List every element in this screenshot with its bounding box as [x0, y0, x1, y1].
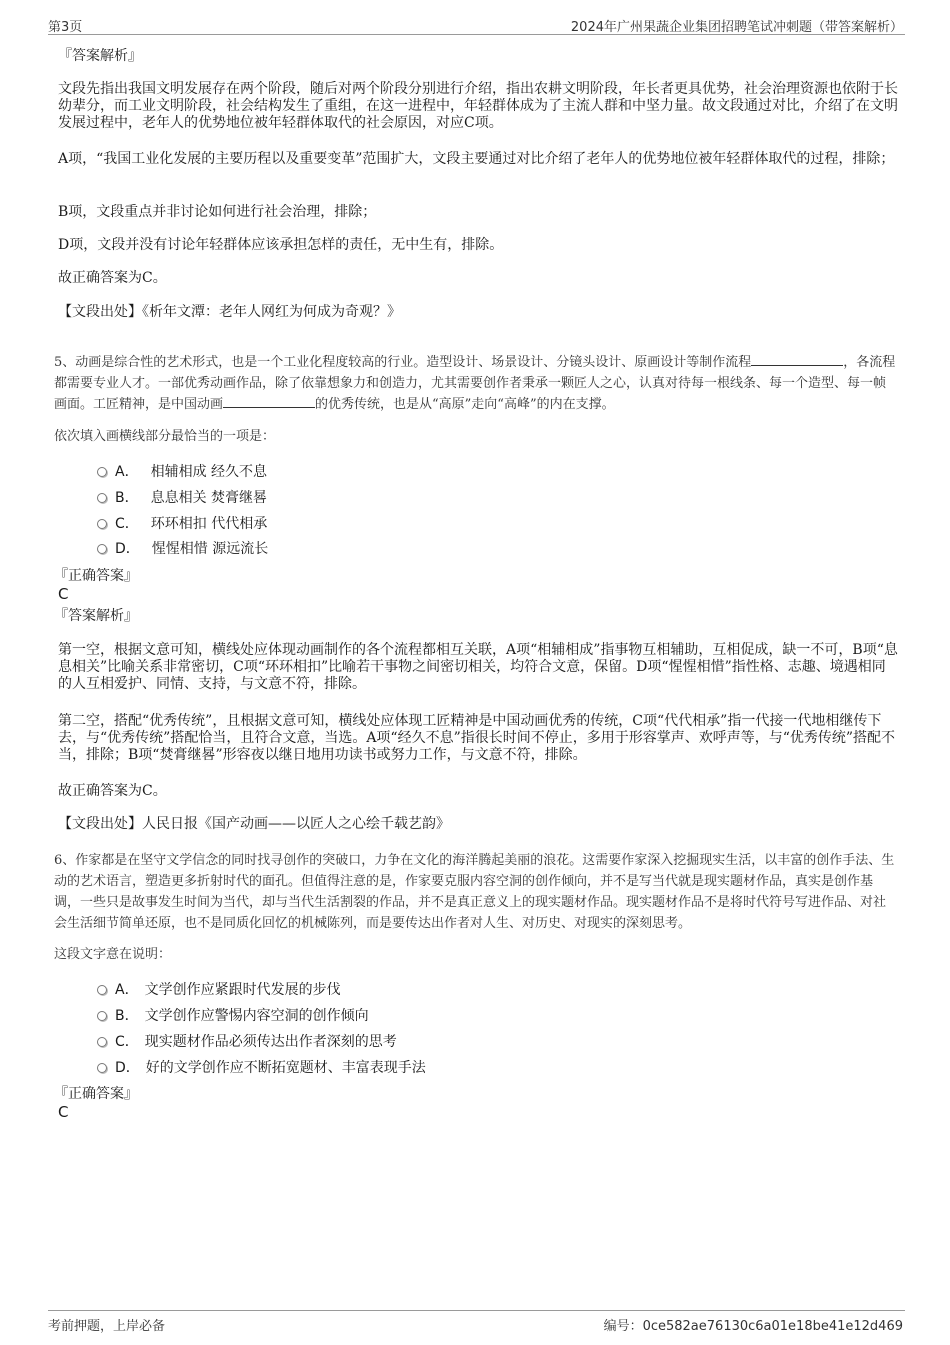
q6-option-d[interactable]: [97, 1059, 426, 1077]
q5-correct-title: 『正确答案』: [54, 568, 138, 584]
q6-option-a[interactable]: [97, 981, 341, 999]
radio-icon[interactable]: [97, 467, 107, 477]
q6-correct-answer: C: [58, 1103, 69, 1121]
page-footer: [48, 1310, 905, 1333]
option-text: 文学创作应紧跟时代发展的步伐: [144, 982, 341, 998]
option-text: 相辅相成 经久不息: [150, 464, 268, 480]
radio-icon[interactable]: [97, 1037, 107, 1047]
option-text: 文学创作应警惕内容空洞的创作倾向: [144, 1008, 369, 1024]
option-text: 惺惺相惜 源远流长: [151, 541, 269, 557]
option-label: C．: [115, 516, 139, 532]
q6-stem: 6、作家都是在坚守文学信念的同时找寻创作的突破口，力争在文化的海洋腾起美丽的浪花。这需要作家深入挖掘现实生活，以丰富的创作手法、生动的艺术语言，塑造更多折射时代的面孔。但值得注意的是，作家要克服内容空洞的创作倾向，并不是写当代就是现实题材作品，真实是创作基调，一些只是故事发生时间为当代，却与当代生活割裂的作品，并不是真正意义上的现实题材作品。现实题材作品不是将时代符号写进作品、对社会生活细节简单还原，也不是同质化回忆的机械陈列，而是要传达出作者对人生、对历史、对现实的深刻思考。: [54, 853, 895, 931]
q5-stem-part-2: ，各流程都需要专业人才。一部优秀动画作品，除了依靠想象力和创造力，尤其需要创作者秉承一颗匠人之心，认真对待每一根线条、每一个造型、每一帧画面。工匠精神，是中国动画: [54, 355, 896, 412]
option-text: 息息相关 焚膏继晷: [150, 490, 268, 506]
document-id-label: 编号：: [603, 1319, 643, 1334]
page-header: [48, 14, 905, 35]
option-label: B．: [115, 490, 139, 506]
q5-stem: [54, 352, 898, 415]
option-label: A．: [115, 982, 139, 998]
q6-option-c[interactable]: [97, 1033, 397, 1051]
q5-blank-2: [223, 395, 315, 408]
q5-option-c[interactable]: [97, 515, 267, 533]
radio-icon[interactable]: [97, 1011, 107, 1021]
q4-analysis-p2: A项，“我国工业化发展的主要历程以及重要变革”范围扩大，文段主要通过对比介绍了老年人的优势地位被年轻群体取代的过程，排除；: [58, 151, 895, 167]
q4-conclusion: 故正确答案为C。: [58, 270, 167, 286]
radio-icon[interactable]: [97, 1063, 107, 1073]
q5-blank-1: [751, 353, 843, 366]
document-id-value: 0ce582ae76130c6a01e18be41e12d469: [642, 1319, 903, 1334]
radio-icon[interactable]: [97, 544, 107, 554]
q5-analysis-p1: 第一空，根据文意可知，横线处应体现动画制作的各个流程都相互关联，A项“相辅相成”指事物互相辅助，互相促成，缺一不可，B项“息息相关”比喻关系非常密切，C项“环环相扣”比喻若干事物之间密切相关，均符合文意，保留。D项“惺惺相惜”指性格、志趣、境遇相同的人互相爱护、同情、支持，与文意不符，排除。: [58, 642, 898, 692]
option-text: 现实题材作品必须传达出作者深刻的思考: [144, 1034, 397, 1050]
q5-conclusion: 故正确答案为C。: [58, 783, 167, 799]
page-number: 第3页: [48, 20, 83, 35]
option-label: D．: [115, 541, 140, 557]
document-title: 2024年广州果蔬企业集团招聘笔试冲刺题（带答案解析）: [570, 20, 903, 35]
option-label: D．: [115, 1060, 140, 1076]
option-text: 环环相扣 代代相承: [150, 516, 268, 532]
q6-prompt: 这段文字意在说明：: [54, 947, 172, 962]
q5-prompt: 依次填入画横线部分最恰当的一项是：: [54, 429, 276, 444]
q5-source: 【文段出处】人民日报《国产动画——以匠人之心绘千载艺韵》: [58, 816, 450, 832]
q5-stem-part-1: 5、动画是综合性的艺术形式，也是一个工业化程度较高的行业。造型设计、场景设计、分镜头设计、原画设计等制作流程: [54, 355, 752, 370]
q5-correct-answer: C: [58, 585, 69, 603]
q6-option-b[interactable]: [97, 1007, 369, 1025]
q4-analysis-p4: D项，文段并没有讨论年轻群体应该承担怎样的责任，无中生有，排除。: [58, 237, 504, 253]
q4-source: 【文段出处】《析年文潭：老年人网红为何成为奇观？》: [58, 304, 401, 320]
q5-stem-part-3: 的优秀传统，也是从“高原”走向“高峰”的内在支撑。: [315, 397, 615, 412]
q4-analysis-title: 『答案解析』: [58, 48, 142, 64]
radio-icon[interactable]: [97, 519, 107, 529]
q4-analysis-p1: 文段先指出我国文明发展存在两个阶段，随后对两个阶段分别进行介绍，指出农耕文明阶段，年长者更具优势，社会治理资源也依附于长幼辈分，而工业文明阶段，社会结构发生了重组，在这一进程中，年轻群体成为了主流人群和中坚力量。故文段通过对比，介绍了在文明发展过程中，老年人的优势地位被年轻群体取代的社会原因，对应C项。: [58, 81, 898, 131]
radio-icon[interactable]: [97, 493, 107, 503]
q5-analysis-title: 『答案解析』: [54, 608, 138, 624]
q5-analysis-p2: 第二空，搭配“优秀传统”，且根据文意可知，横线处应体现工匠精神是中国动画优秀的传统，C项“代代相承”指一代接一代地相继传下去，与“优秀传统”搭配恰当，且符合文意，当选。A项“经久不息”指很长时间不停止，多用于形容掌声、欢呼声等，与“优秀传统”搭配不当，排除；B项“焚膏继晷”形容夜以继日地用功读书或努力工作，与文意不符，排除。: [58, 713, 896, 763]
q5-option-a[interactable]: [97, 463, 267, 481]
option-label: A．: [115, 464, 139, 480]
q4-analysis-p3: B项，文段重点并非讨论如何进行社会治理，排除；: [58, 204, 377, 220]
document-id: [604, 1315, 903, 1334]
radio-icon[interactable]: [97, 985, 107, 995]
q5-option-d[interactable]: [97, 540, 268, 558]
q5-option-b[interactable]: [97, 489, 267, 507]
option-text: 好的文学创作应不断拓宽题材、丰富表现手法: [145, 1060, 426, 1076]
footer-slogan: 考前押题，上岸必备: [48, 1319, 166, 1334]
option-label: C．: [115, 1034, 139, 1050]
option-label: B．: [115, 1008, 139, 1024]
q6-correct-title: 『正确答案』: [54, 1086, 138, 1102]
